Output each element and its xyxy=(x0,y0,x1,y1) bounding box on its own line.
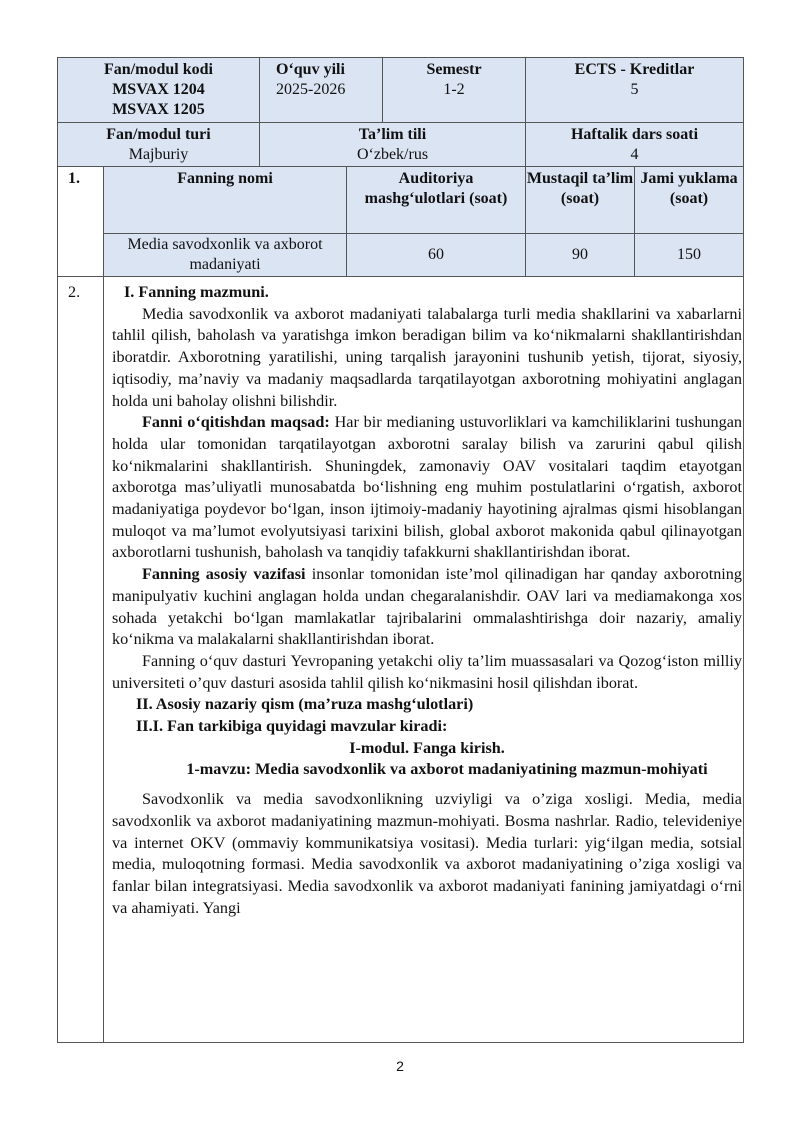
goal-text: Har bir medianing ustuvorliklari va kamchiliklarini tushungan holda ular tomonidan tarqatilayotgan axborotni saralay bilish va zarurini qabul qilish ko‘nikmalarini shakllantirish. Shuningdek, zamonaviy OAV vositalari taqdim etayotgan axborotga mas’uliyatli munosabatda bo‘lishning eng muhim postulatlarini o‘rgatish, axborot madaniyatiga poydevor bo‘lgan, inson ijtimoiy-madaniy hayotining ajralmas qismi hisoblangan muloqot va ma’lumot evolyutsiyasi tarixini bilish, global axborot makonida qabul qilinayotgan axborotlarni tushunish, baholash va tanqidiy tafakkurni shakllantirishdan iborat. xyxy=(112,413,742,562)
ects-value: 5 xyxy=(630,81,639,98)
course-name-value: Media savodxonlik va axborot madaniyati xyxy=(127,236,323,273)
section-content xyxy=(112,282,742,919)
independent-hours: 90 xyxy=(572,246,588,263)
section-title: I. Fanning mazmuni. xyxy=(124,283,269,301)
total-hours: 150 xyxy=(677,246,701,263)
semester-value: 1-2 xyxy=(443,81,465,98)
year-value: 2025-2026 xyxy=(276,81,346,98)
auditorium-label: Auditoriya mashg‘ulotlari (soat) xyxy=(364,170,508,207)
cell-total-header xyxy=(634,166,744,234)
section-border-right xyxy=(743,276,744,1043)
cell-independent-value xyxy=(525,233,635,277)
row-number-1 xyxy=(57,166,103,277)
auditorium-hours: 60 xyxy=(428,246,444,263)
topics-heading: II.I. Fan tarkibiga quyidagi mavzular kiradi: xyxy=(136,717,448,736)
cell-ects xyxy=(525,57,744,123)
weekly-hours-value: 4 xyxy=(630,146,639,163)
language-label: Ta’lim tili xyxy=(358,126,427,143)
section-divider xyxy=(103,276,104,1043)
type-value: Majburiy xyxy=(128,146,189,163)
section-border-bottom xyxy=(57,1042,744,1043)
goal-label: Fanni o‘qitishdan maqsad: xyxy=(142,413,330,432)
theory-heading: II. Asosiy nazariy qism (ma’ruza mashg‘ulotlari) xyxy=(136,695,474,714)
paragraph-topic-1: Savodxonlik va media savodxonlikning uzviyligi va o’ziga xosligi. Media, media savodxonlik va axborot madaniyatining mazmun-mohiyati. Bosma nashrlar. Radio, televideniye va internet OKV (ommaviy kommunikatsiya vositasi). Media turlari: yig‘ilgan media, sotsial media, muloqotning formasi. Media savodxonlik va axborot madaniyatining o’ziga xosligi va fanlar bilan integratsiyasi. Media savodxonlik va axborot madaniyati fanining jamiyatdagi o‘rni va ahamiyati. Yangi xyxy=(112,790,742,917)
paragraph-curriculum: Fanning o‘quv dasturi Yevropaning yetakchi oliy ta’lim muassasalari va Qozog‘iston milliy universiteti o’quv dasturi asosida tahlil qilish ko‘nikmasini hosil qilishdan iborat. xyxy=(112,651,742,692)
paragraph-goal xyxy=(112,412,742,564)
language-value: O‘zbek/rus xyxy=(356,146,429,163)
cell-semester xyxy=(382,57,526,123)
cell-year xyxy=(259,57,383,123)
cell-language xyxy=(259,122,526,167)
section-border-left xyxy=(57,276,58,1043)
section-number: 2. xyxy=(68,283,81,301)
weekly-hours-label: Haftalik dars soati xyxy=(570,126,699,143)
semester-label: Semestr xyxy=(426,61,482,78)
task-label: Fanning asosiy vazifasi xyxy=(142,565,306,584)
cell-independent-header xyxy=(525,166,635,234)
topic-title: 1-mavzu: Media savodxonlik va axborot madaniyatining mazmun-mohiyati xyxy=(186,760,708,779)
year-label: O‘quv yili xyxy=(276,61,345,78)
task-text: insonlar tomonidan iste’mol qilinadigan har qanday axborotning manipulyativ kuchini anglagan holda undan chegaralanishdir. OAV lari va mediamakonga xos sohada yetakchi bo‘lgan mamlakatlar tajribalarini ommalashtirishga doir nazariy, amaliy ko‘nikma va malakalarni shakllantirishdan iborat. xyxy=(112,565,742,649)
paragraph-task xyxy=(112,564,742,651)
ects-label: ECTS - Kreditlar xyxy=(574,61,695,78)
cell-total-value xyxy=(634,233,744,277)
page-number: 2 xyxy=(396,1058,404,1074)
cell-code xyxy=(57,57,260,123)
course-name-label: Fanning nomi xyxy=(177,170,273,187)
code-value-1: MSVAX 1204 xyxy=(112,81,205,98)
code-value-2: MSVAX 1205 xyxy=(112,101,205,118)
cell-auditorium-header xyxy=(346,166,526,234)
cell-weekly-hours xyxy=(525,122,744,167)
code-label: Fan/modul kodi xyxy=(104,61,213,78)
module-title: I-modul. Fanga kirish. xyxy=(349,738,505,757)
cell-auditorium-value xyxy=(346,233,526,277)
row-number-1-label: 1. xyxy=(68,170,80,187)
independent-study-label: Mustaqil ta’lim (soat) xyxy=(526,170,634,207)
cell-name-header xyxy=(103,166,347,234)
total-load-label: Jami yuklama (soat) xyxy=(640,170,738,207)
type-label: Fan/modul turi xyxy=(106,126,211,143)
cell-course-name xyxy=(103,233,347,277)
paragraph-intro: Media savodxonlik va axborot madaniyati talabalarga turli media shakllarini va xabarlarni tahlil qilish, baholash va yaratishga imkon beradigan bilim va ko‘nikmalarni shakllantirishdan iboratdir. Axborotning yaratilishi, uning tarqalish jarayonini tushunib yetish, tijorat, siyosiy, iqtisodiy, ma’naviy va madaniy maqsadlarda tarqatilayotgan axborotning mohiyatini anglagan holda uni baholay olishni bilishdir. xyxy=(112,304,742,410)
cell-type xyxy=(57,122,260,167)
